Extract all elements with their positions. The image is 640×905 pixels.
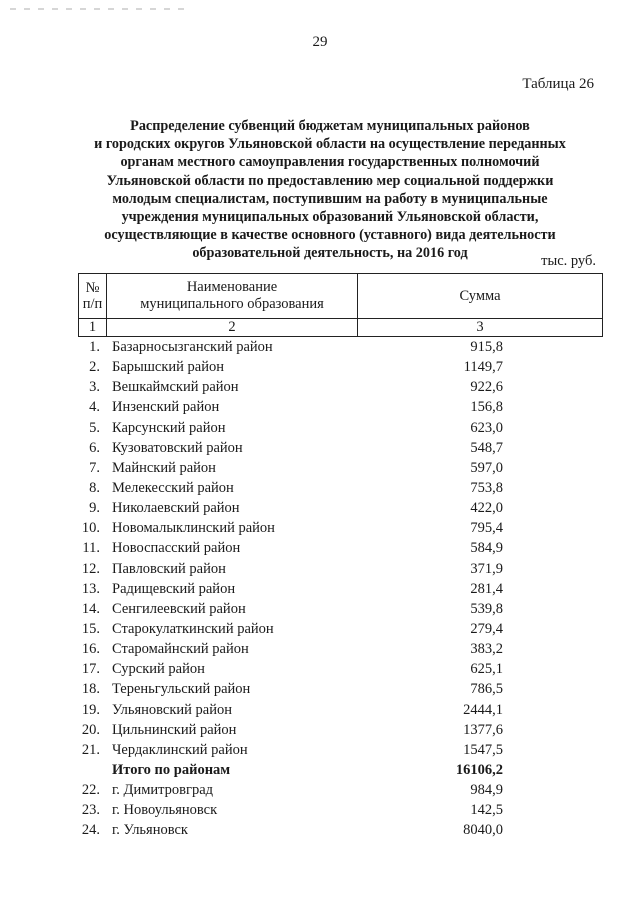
row-sum: 279,4 xyxy=(470,620,503,637)
header-sum-cell: Сумма xyxy=(358,274,603,319)
row-sum: 1149,7 xyxy=(463,359,503,376)
row-number: 11. xyxy=(82,540,100,557)
table-row xyxy=(0,820,640,840)
table-row xyxy=(0,639,640,659)
header-name-line2: муниципального образования xyxy=(140,296,324,312)
row-number: 16. xyxy=(81,641,100,658)
title-line: органам местного самоуправления государственных полномочий xyxy=(120,154,540,171)
table-row xyxy=(0,619,640,639)
row-name: Николаевский район xyxy=(112,500,240,517)
row-number: 14. xyxy=(81,600,100,617)
header-index-2: 2 xyxy=(107,319,358,337)
header-number-line2: п/п xyxy=(82,296,103,312)
row-number: 17. xyxy=(81,661,100,678)
scan-artifact xyxy=(10,8,190,10)
row-number: 19. xyxy=(81,701,100,718)
row-sum: 8040,0 xyxy=(463,822,503,839)
row-number: 24. xyxy=(81,822,100,839)
row-sum: 915,8 xyxy=(470,339,503,355)
row-name: Цильнинский район xyxy=(112,721,237,738)
row-name: г. Новоульяновск xyxy=(112,802,218,819)
row-name: Инзенский район xyxy=(112,399,220,416)
units-label: тыс. руб. xyxy=(541,253,596,269)
row-name: Тереньгульский район xyxy=(112,681,251,698)
row-number: 5. xyxy=(89,419,100,436)
row-number: 12. xyxy=(81,560,100,577)
row-number: 10. xyxy=(81,520,100,537)
row-name: Новомалыклинский район xyxy=(112,520,275,537)
table-row xyxy=(0,800,640,820)
row-number: 15. xyxy=(81,620,100,637)
row-name: Вешкаймский район xyxy=(112,379,239,396)
row-sum: 753,8 xyxy=(470,479,503,496)
header-number-cell xyxy=(79,274,107,319)
table-body xyxy=(0,337,640,841)
table-row xyxy=(0,438,640,458)
table-row xyxy=(0,337,640,357)
row-number: 20. xyxy=(81,721,100,738)
table-row xyxy=(0,518,640,538)
row-sum: 984,9 xyxy=(470,782,503,799)
row-name: Кузоватовский район xyxy=(112,439,243,456)
table-row xyxy=(0,397,640,417)
row-sum: 281,4 xyxy=(470,580,503,597)
table-row xyxy=(0,780,640,800)
row-sum: 548,7 xyxy=(470,439,503,456)
row-sum: 795,4 xyxy=(470,520,503,537)
row-sum: 1547,5 xyxy=(463,741,503,758)
row-name: г. Ульяновск xyxy=(112,822,188,839)
row-sum: 156,8 xyxy=(470,399,503,416)
row-name: Новоспасский район xyxy=(112,540,241,557)
row-sum: 422,0 xyxy=(470,500,503,517)
header-name-line1: Наименование xyxy=(186,279,278,295)
table-row xyxy=(0,478,640,498)
row-name: Майнский район xyxy=(112,459,216,476)
row-sum: 2444,1 xyxy=(463,701,503,718)
row-sum: 623,0 xyxy=(470,419,503,436)
row-sum: 1377,6 xyxy=(463,721,503,738)
table-row xyxy=(0,740,640,760)
row-name: Итого по районам xyxy=(112,761,231,778)
row-sum: 597,0 xyxy=(470,459,503,476)
row-number: 9. xyxy=(89,500,100,517)
header-index-3: 3 xyxy=(358,319,603,337)
row-sum: 142,5 xyxy=(470,802,503,819)
row-name: Барышский район xyxy=(112,359,224,376)
title-line: Распределение субвенций бюджетам муниципальных районов xyxy=(130,118,530,134)
table-title xyxy=(60,117,600,263)
row-sum: 786,5 xyxy=(470,681,503,698)
row-name: Старокулаткинский район xyxy=(112,620,274,637)
header-index-1: 1 xyxy=(79,319,107,337)
table-header xyxy=(78,273,603,337)
row-name: г. Димитровград xyxy=(112,782,214,799)
table-row xyxy=(0,377,640,397)
total-row xyxy=(0,760,640,780)
table-row xyxy=(0,679,640,699)
row-name: Сурский район xyxy=(112,661,205,678)
page-number: 29 xyxy=(312,34,328,50)
row-name: Павловский район xyxy=(112,560,226,577)
row-sum: 922,6 xyxy=(470,379,503,396)
row-number: 7. xyxy=(89,459,100,476)
row-number: 8. xyxy=(89,479,100,496)
header-number-line1: № xyxy=(85,280,100,296)
row-number: 4. xyxy=(89,399,100,416)
row-number: 2. xyxy=(89,359,100,376)
title-line: Ульяновской области по предоставлению мер социальной поддержки xyxy=(106,172,554,189)
header-name-cell xyxy=(107,274,358,319)
table-row xyxy=(0,559,640,579)
row-number: 23. xyxy=(81,802,100,819)
row-number: 18. xyxy=(81,681,100,698)
row-name: Радищевский район xyxy=(112,580,236,597)
table-row xyxy=(0,659,640,679)
table-row xyxy=(0,418,640,438)
title-line: учреждения муниципальных образований Ульяновской области, xyxy=(121,209,539,226)
table-row xyxy=(0,458,640,478)
row-sum: 383,2 xyxy=(470,641,503,658)
row-name: Сенгилеевский район xyxy=(112,600,246,617)
title-line: образовательной деятельность, на 2016 год xyxy=(192,245,468,262)
row-number: 1. xyxy=(89,339,100,355)
title-line: осуществляющие в качестве основного (уставного) вида деятельности xyxy=(104,227,556,244)
row-number: 21. xyxy=(81,741,100,758)
title-line: и городских округов Ульяновской области на осуществление переданных xyxy=(94,136,566,153)
row-sum: 625,1 xyxy=(470,661,503,678)
row-sum: 584,9 xyxy=(470,540,503,557)
table-row xyxy=(0,538,640,558)
row-number: 13. xyxy=(81,580,100,597)
row-number: 22. xyxy=(81,782,100,799)
row-name: Карсунский район xyxy=(112,419,226,436)
row-number: 6. xyxy=(89,439,100,456)
title-line: молодым специалистам, поступившим на работу в муниципальные xyxy=(112,190,548,207)
table-row xyxy=(0,720,640,740)
table-row xyxy=(0,599,640,619)
table-row xyxy=(0,700,640,720)
row-sum: 16106,2 xyxy=(455,761,503,778)
table-row xyxy=(0,579,640,599)
table-row xyxy=(0,357,640,377)
table-row xyxy=(0,498,640,518)
table-label: Таблица 26 xyxy=(522,76,594,92)
row-name: Базарносызганский район xyxy=(112,339,273,355)
row-name: Ульяновский район xyxy=(112,701,233,718)
row-name: Мелекесский район xyxy=(112,479,234,496)
row-sum: 539,8 xyxy=(470,600,503,617)
row-number: 3. xyxy=(89,379,100,396)
row-sum: 371,9 xyxy=(470,560,503,577)
row-name: Старомайнский район xyxy=(112,641,249,658)
row-name: Чердаклинский район xyxy=(112,741,248,758)
